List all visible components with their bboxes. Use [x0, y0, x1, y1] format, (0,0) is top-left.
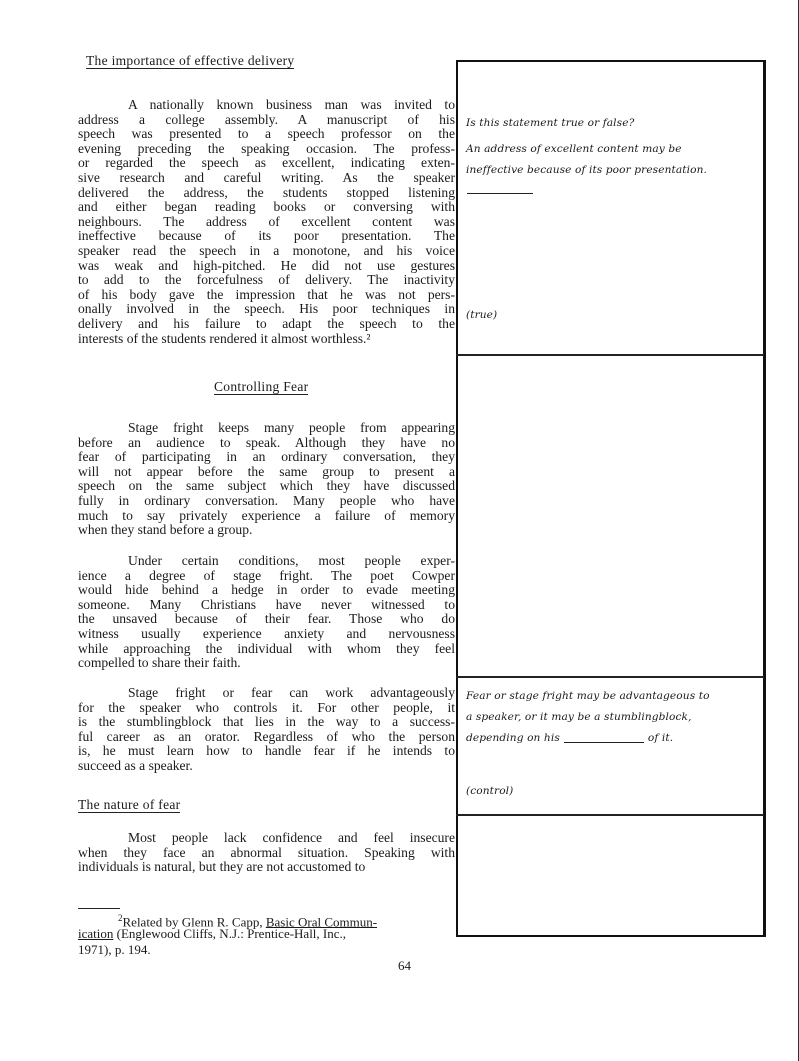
- paragraph-line: succeed as a speaker.: [78, 757, 193, 773]
- programmed-frame-box: [456, 60, 766, 937]
- paragraph-advantageous: [78, 686, 455, 774]
- paragraph-business-man: [78, 98, 455, 346]
- frame1-answer: (true): [466, 309, 498, 321]
- paragraph-line: delivered the address, the students stopped listening: [78, 184, 455, 200]
- footnote-book-title-cont: ication: [78, 926, 114, 941]
- frame1-statement-line2: ineffective because of its poor presentation.: [466, 164, 708, 176]
- paragraph-line: would hide behind a hedge in order to evade meeting: [78, 582, 455, 598]
- paragraph-line: evening preceding the speaking occasion. The profess-: [78, 140, 455, 156]
- paragraph-line: speaker read the speech in a monotone, and his voice: [78, 242, 455, 258]
- footnote-marker: 2: [118, 913, 123, 923]
- frame1-question: Is this statement true or false?: [466, 117, 635, 129]
- paragraph-stage-fright: [78, 421, 455, 538]
- paragraph-line: Under certain conditions, most people exper-: [128, 553, 455, 568]
- paragraph-line: to add to the forcefulness of delivery. The inactivity: [78, 272, 455, 288]
- paragraph-line: was weak and high-pitched. He did not use gestures: [78, 257, 455, 273]
- frame-divider: [456, 354, 764, 356]
- frame-divider: [456, 676, 764, 678]
- frame1-answer-blank: [467, 193, 533, 194]
- paragraph-line: witness usually experience anxiety and nervousness: [78, 625, 455, 641]
- paragraph-line: someone. Many Christians have never witnessed to: [78, 596, 455, 612]
- footnote-rule: [78, 908, 120, 909]
- paragraph-line: much to say privately experience a failure of memory: [78, 507, 455, 523]
- frame2-line3: [466, 732, 673, 744]
- section-heading-importance: The importance of effective delivery: [86, 53, 295, 68]
- paragraph-line: delivery and his failure to adapt the speech to the: [78, 315, 455, 331]
- paragraph-line: and either began reading books or conversing with: [78, 199, 455, 215]
- paragraph-line: speech was presented to a speech professor on the: [78, 126, 455, 142]
- paragraph-nature-of-fear: [78, 831, 455, 875]
- paragraph-line: onally involved in the speech. His poor techniques in: [78, 301, 455, 317]
- paragraph-certain-conditions: [78, 554, 455, 671]
- paragraph-line: interests of the students rendered it almost worthless.²: [78, 330, 371, 346]
- paragraph-line: is the stumblingblock that lies in the way to a success-: [78, 714, 455, 730]
- paragraph-line: speech on the same subject which they have discussed: [78, 478, 455, 494]
- paragraph-line: ience a degree of stage fright. The poet Cowper: [78, 567, 455, 583]
- footnote-text: Related by Glenn R. Capp,: [122, 914, 266, 930]
- frame2-line3-after: of it.: [647, 732, 674, 744]
- paragraph-line: of his body gave the impression that he was not pers-: [78, 286, 455, 302]
- frame1-statement-line1: An address of excellent content may be: [466, 143, 682, 155]
- frame2-answer: (control): [466, 785, 514, 797]
- paragraph-line: the unsaved because of their fear. Those who do: [78, 611, 455, 627]
- paragraph-line: compelled to share their faith.: [78, 655, 241, 671]
- paragraph-line: for the speaker who controls it. For other people, it: [78, 699, 455, 715]
- paragraph-line: before an audience to speak. Although they have no: [78, 434, 455, 450]
- section-heading-nature-of-fear: The nature of fear: [78, 797, 181, 812]
- page-number: 64: [398, 958, 411, 973]
- frame2-line1: Fear or stage fright may be advantageous to: [466, 690, 710, 702]
- footnote-book-title: Basic Oral Commun-: [265, 914, 378, 930]
- paragraph-line: while approaching the individual with whom they feel: [78, 640, 455, 656]
- footnote-line3: 1971), p. 194.: [78, 942, 151, 957]
- paragraph-line: ful career as an orator. Regardless of who the person: [78, 728, 455, 744]
- paragraph-line: neighbours. The address of excellent content was: [78, 213, 455, 229]
- paragraph-line: A nationally known business man was invited to: [128, 97, 455, 112]
- paragraph-line: Stage fright keeps many people from appearing: [128, 420, 455, 435]
- paragraph-line: sive research and careful writing. As the speaker: [78, 169, 455, 185]
- frame2-line2: a speaker, or it may be a stumblingblock,: [466, 711, 692, 723]
- frame2-answer-blank: [564, 742, 644, 743]
- paragraph-line: ineffective because of its poor presentation. The: [78, 228, 455, 244]
- paragraph-line: Stage fright or fear can work advantageously: [128, 685, 455, 700]
- footnote-publisher: (Englewood Cliffs, N.J.: Prentice-Hall, Inc.,: [113, 926, 347, 941]
- paragraph-line: is, he must learn how to handle fear if he intends to: [78, 743, 455, 759]
- paragraph-line: fear of participating in an ordinary conversation, they: [78, 449, 455, 465]
- section-heading-controlling-fear: Controlling Fear: [214, 379, 309, 394]
- paragraph-line: individuals is natural, but they are not accustomed to: [78, 859, 366, 875]
- frame2-line3-before: depending on his: [466, 732, 560, 744]
- paragraph-line: fully in ordinary conversation. Many people who have: [78, 492, 455, 508]
- paragraph-line: address a college assembly. A manuscript of his: [78, 111, 455, 127]
- paragraph-line: when they face an abnormal situation. Speaking with: [78, 844, 455, 860]
- paragraph-line: Most people lack confidence and feel insecure: [128, 830, 455, 845]
- paragraph-line: or regarded the speech as excellent, indicating exten-: [78, 155, 455, 171]
- frame-divider: [456, 814, 764, 816]
- footnote-line2: [78, 926, 346, 942]
- paragraph-line: when they stand before a group.: [78, 522, 253, 538]
- paragraph-line: will not appear before the same group to present a: [78, 463, 455, 479]
